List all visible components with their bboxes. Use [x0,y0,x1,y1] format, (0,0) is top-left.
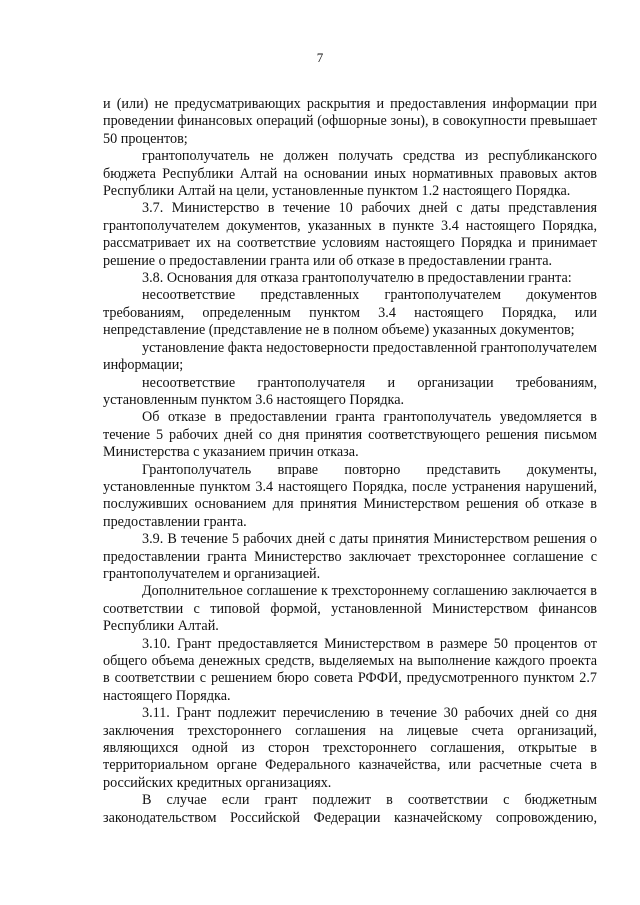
paragraph-budget-restriction: грантополучатель не должен получать средства из республиканского бюджета Республики Алтай на основании иных нормативных правовых актов Республики Алтай на цели, установленные пунктом 1.2 настоящего Порядка. [103,148,597,200]
paragraph-3-11: 3.11. Грант подлежит перечислению в течение 30 рабочих дней со дня заключения трехстороннего соглашения на лицевые счета организаций, являющихся одной из сторон трехстороннего соглашения, открытые в территориальном органе Федерального казначейства, или расчетные счета в российских кредитных организациях. [103,705,597,791]
paragraph-3-10: 3.10. Грант предоставляется Министерством в размере 50 процентов от общего объема денежных средств, выделяемых на выполнение каждого проекта в соответствии с решением бюро совета РФФИ, предусмотренного пунктом 2.7 настоящего Порядка. [103,635,597,704]
paragraph-offshore-continuation: и (или) не предусматривающих раскрытия и предоставления информации при проведении финансовых операций (офшорные зоны), в совокупности превышает 50 процентов; [103,96,597,147]
paragraph-resubmission: Грантополучатель вправе повторно представить документы, установленные пунктом 3.4 настоящего Порядка, после устранения нарушений, послуживших основанием для принятия Министерством решения об отказе в предоставлении гранта. [103,461,597,530]
paragraph-refusal-notification: Об отказе в предоставлении гранта грантополучатель уведомляется в течение 5 рабочих дней со дня принятия соответствующего решения письмом Министерства с указанием причин отказа. [103,409,597,461]
page-number: 7 [316,50,324,65]
paragraph-refusal-reason-requirements: несоответствие грантополучателя и организации требованиям, установленным пунктом 3.6 настоящего Порядка. [103,374,597,408]
paragraph-refusal-reason-documents: несоответствие представленных грантополучателем документов требованиям, определенным пунктом 3.4 настоящего Порядка, или непредставление (представление не в полном объеме) указанных документов; [103,287,597,339]
paragraph-3-8: 3.8. Основания для отказа грантополучателю в предоставлении гранта: [142,270,572,287]
paragraph-additional-agreement: Дополнительное соглашение к трехстороннему соглашению заключается в соответствии с типовой формой, установленной Министерством финансов Республики Алтай. [103,583,597,635]
paragraph-3-9: 3.9. В течение 5 рабочих дней с даты принятия Министерством решения о предоставлении гранта Министерство заключает трехстороннее соглашение с грантополучателем и организацией. [103,531,597,582]
paragraph-refusal-reason-false-info: установление факта недостоверности предоставленной грантополучателем информации; [103,339,597,374]
document-body [103,96,597,827]
paragraph-3-7: 3.7. Министерство в течение 10 рабочих дней с даты представления грантополучателем документов, указанных в пункте 3.4 настоящего Порядка, рассматривает их на соответствие условиям настоящего Порядка и принимает решение о предоставлении гранта или об отказе в предоставлении гранта. [103,200,597,269]
paragraph-treasury-support: В случае если грант подлежит в соответствии с бюджетным законодательством Российской Федерации казначейскому сопровождению, [103,792,597,826]
